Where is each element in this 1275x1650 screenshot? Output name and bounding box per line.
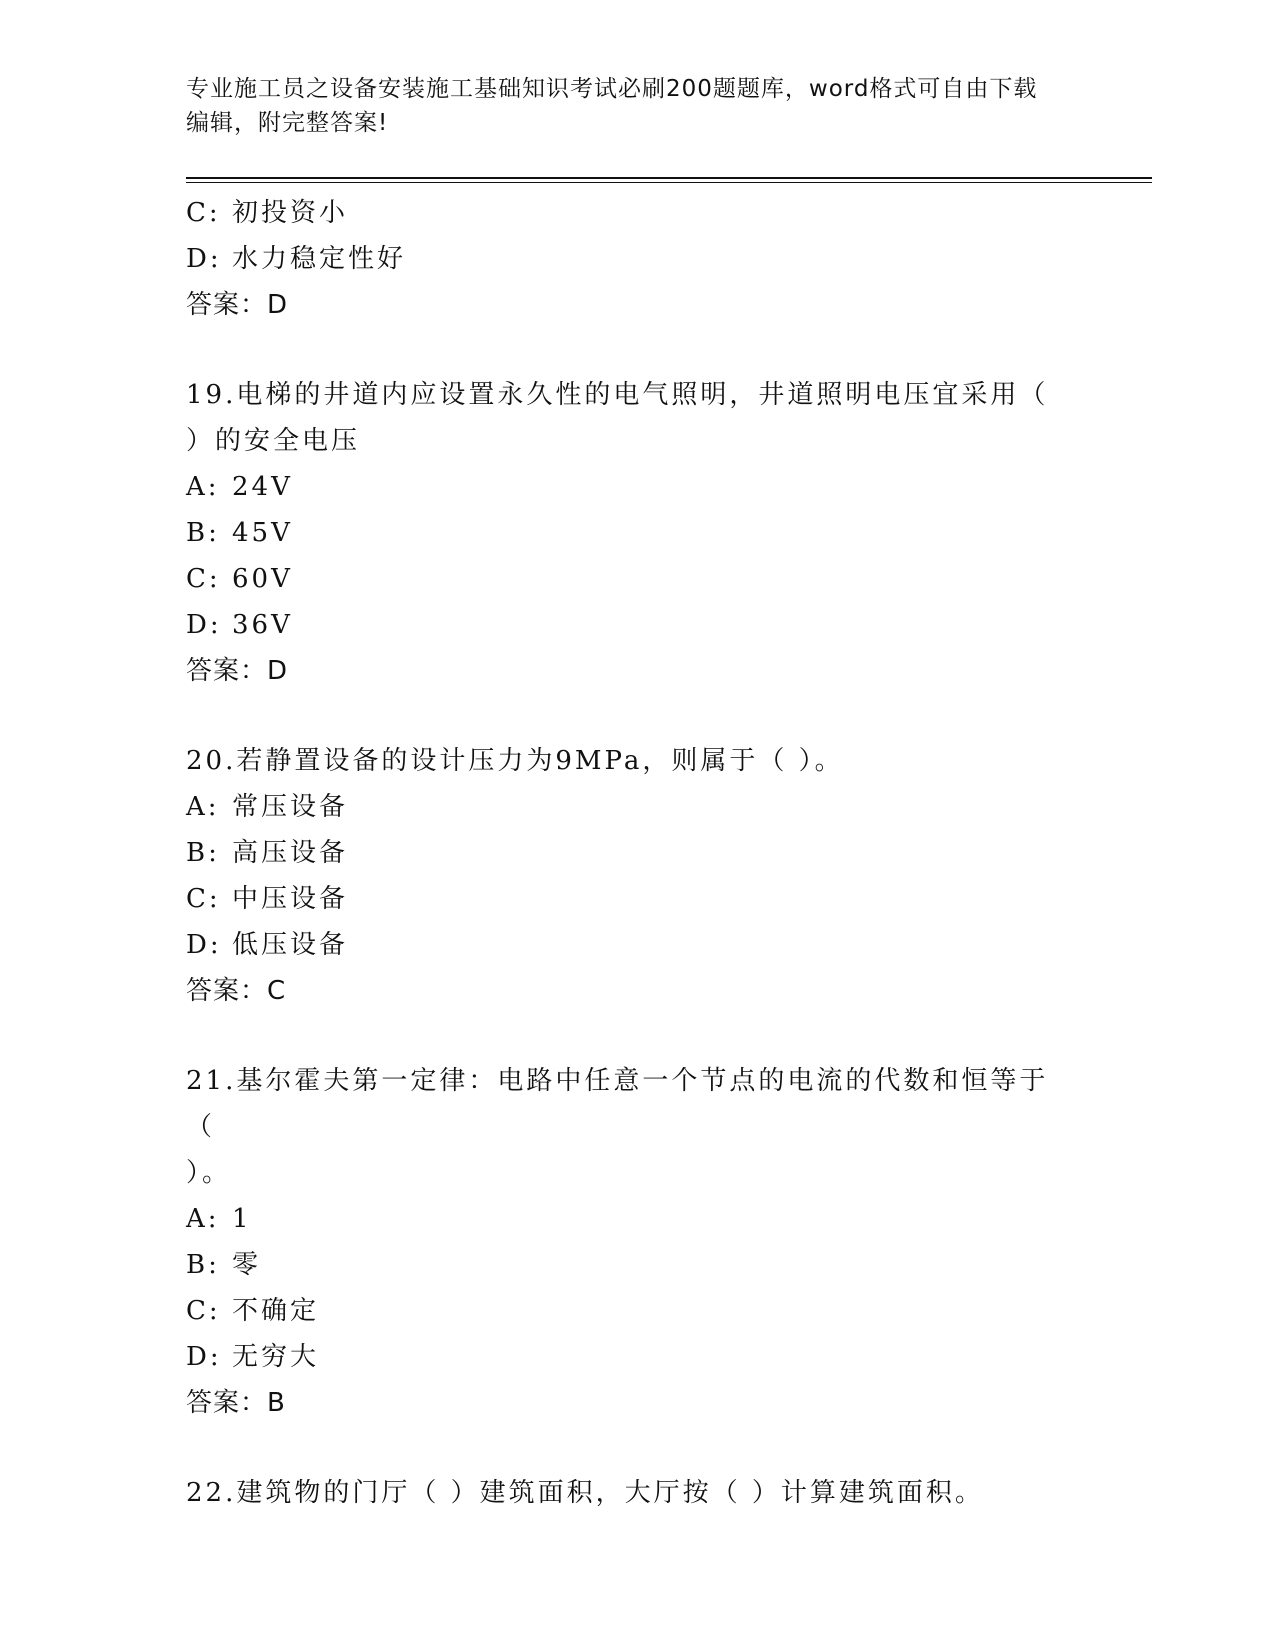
question-text-line-2: ）的安全电压 xyxy=(186,426,361,456)
question-20 xyxy=(186,738,1066,1014)
header-title-line-1: 专业施工员之设备安装施工基础知识考试必刷200题题库，word格式可自由下载 xyxy=(186,76,1038,102)
option-c: C: 中压设备 xyxy=(186,884,349,914)
option-b: B: 高压设备 xyxy=(186,838,349,868)
question-21 xyxy=(186,1058,1066,1426)
question-22 xyxy=(186,1470,1066,1516)
option-c: C: 不确定 xyxy=(186,1296,320,1326)
question-text-line-1: 22.建筑物的门厅（ ）建筑面积，大厅按（ ）计算建筑面积。 xyxy=(186,1478,984,1508)
answer-line: 答案：C xyxy=(186,976,287,1006)
question-text-line-1: 19.电梯的井道内应设置永久性的电气照明，井道照明电压宜采用（ xyxy=(186,380,1049,410)
option-a: A: 1 xyxy=(186,1204,252,1234)
document-header xyxy=(186,72,1066,140)
option-d: D: 低压设备 xyxy=(186,930,349,960)
question-18-tail xyxy=(186,190,1066,328)
header-divider xyxy=(186,177,1152,183)
option-a: A: 常压设备 xyxy=(186,792,349,822)
option-b: B: 45V xyxy=(186,518,293,548)
option-c: C: 初投资小 xyxy=(186,198,349,228)
option-c: C: 60V xyxy=(186,564,293,594)
answer-line: 答案：B xyxy=(186,1388,286,1418)
answer-line: 答案：D xyxy=(186,656,289,686)
question-text-line-1: 20.若静置设备的设计压力为9MPa，则属于（ ）。 xyxy=(186,746,844,776)
question-text-line-1: 21.基尔霍夫第一定律：电路中任意一个节点的电流的代数和恒等于（ xyxy=(186,1066,1049,1142)
header-title-line-2: 编辑，附完整答案! xyxy=(186,110,389,136)
question-content xyxy=(186,190,1066,1516)
question-19 xyxy=(186,372,1066,694)
option-d: D: 无穷大 xyxy=(186,1342,320,1372)
option-b: B: 零 xyxy=(186,1250,262,1280)
option-d: D: 36V xyxy=(186,610,293,640)
option-a: A: 24V xyxy=(186,472,293,502)
question-text-line-2: ）。 xyxy=(186,1158,232,1188)
option-d: D: 水力稳定性好 xyxy=(186,244,407,274)
answer-line: 答案：D xyxy=(186,290,289,320)
